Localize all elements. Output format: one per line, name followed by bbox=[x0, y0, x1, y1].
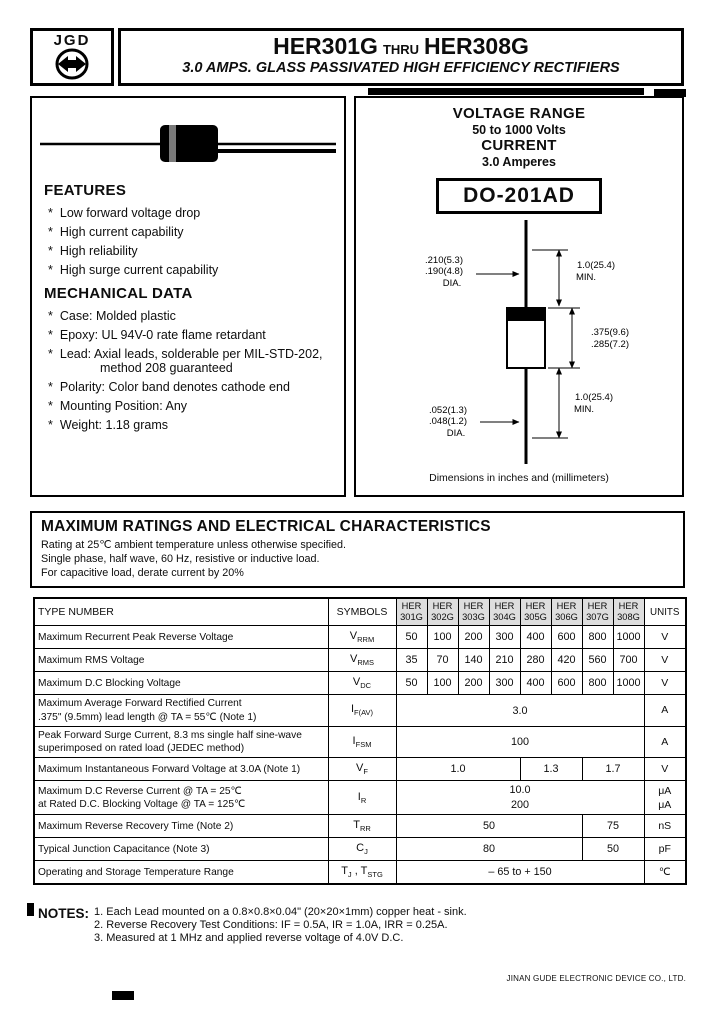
col-header-type-number: TYPE NUMBER bbox=[34, 598, 328, 626]
features-heading: FEATURES bbox=[44, 182, 127, 199]
spec-table-head bbox=[34, 598, 686, 626]
value-cell: 35 bbox=[396, 649, 427, 672]
title-box bbox=[118, 28, 684, 86]
value-cell: 600 bbox=[551, 626, 582, 649]
value-cell: 75 bbox=[582, 815, 644, 838]
table-row bbox=[34, 626, 686, 649]
notes-heading: NOTES: bbox=[38, 906, 90, 921]
dim-lead-dia-label: DIA. bbox=[442, 278, 462, 289]
dim-wire-dia-label: DIA. bbox=[446, 428, 466, 439]
row-symbol: $V_{DC}$ bbox=[328, 672, 396, 695]
value-cell: 50 bbox=[396, 626, 427, 649]
mechanical-list bbox=[44, 309, 334, 432]
dim-lead-dia-b: .190(4.8) bbox=[424, 266, 464, 277]
col-header-units: UNITS bbox=[644, 598, 686, 626]
dim-bottom-lead-min: MIN. bbox=[573, 404, 595, 415]
note-3: 3. Measured at 1 MHz and applied reverse voltage of 4.0V D.C. bbox=[94, 932, 404, 944]
value-cell: 560 bbox=[582, 649, 613, 672]
ratings-section bbox=[30, 511, 685, 588]
value-cell: 1.3 bbox=[520, 758, 582, 781]
units-cell: V bbox=[644, 672, 686, 695]
value-cell: 210 bbox=[489, 649, 520, 672]
package-drawing bbox=[356, 216, 686, 472]
title-part1: HER301G bbox=[273, 33, 378, 59]
ratings-condition-2: Single phase, half wave, 60 Hz, resistive or inductive load. bbox=[41, 553, 320, 565]
mechanical-item: * Lead: Axial leads, solderable per MIL-STD-202, method 208 guaranteed bbox=[48, 347, 334, 375]
value-cell: 800 bbox=[582, 626, 613, 649]
row-label: Maximum Recurrent Peak Reverse Voltage bbox=[34, 626, 328, 649]
notes-section bbox=[38, 906, 467, 945]
value-cell: 1000 bbox=[613, 672, 644, 695]
value-cell: 300 bbox=[489, 672, 520, 695]
value-cell: 3.0 bbox=[396, 695, 644, 727]
dim-body-length-a: .375(9.6) bbox=[590, 327, 630, 338]
value-cell: 700 bbox=[613, 649, 644, 672]
dim-top-lead-min: MIN. bbox=[575, 272, 597, 283]
units-cell: μA μA bbox=[644, 781, 686, 815]
value-cell: 10.0 200 bbox=[396, 781, 644, 815]
dim-wire-dia-a: .052(1.3) bbox=[428, 405, 468, 416]
value-cell: 80 bbox=[396, 838, 582, 861]
mechanical-item-continuation: method 208 guaranteed bbox=[100, 361, 233, 375]
col-header-306g: HER 306G bbox=[551, 598, 582, 626]
row-label: Peak Forward Surge Current, 8.3 ms single half sine-wave superimposed on rated load (JEDEC method) bbox=[34, 726, 328, 758]
row-symbol: $I_{F(AV)}$ bbox=[328, 695, 396, 727]
page-title bbox=[121, 34, 681, 59]
row-label: Maximum Reverse Recovery Time (Note 2) bbox=[34, 815, 328, 838]
value-cell: 200 bbox=[458, 672, 489, 695]
value-cell: 300 bbox=[489, 626, 520, 649]
scan-artifact bbox=[27, 903, 34, 916]
value-cell: 50 bbox=[396, 815, 582, 838]
voltage-range-heading: VOLTAGE RANGE bbox=[452, 105, 586, 122]
row-symbol: $T_{RR}$ bbox=[328, 815, 396, 838]
table-row bbox=[34, 758, 686, 781]
row-symbol: $V_F$ bbox=[328, 758, 396, 781]
row-label: Operating and Storage Temperature Range bbox=[34, 861, 328, 884]
row-label: Maximum D.C Reverse Current @ TA = 25℃ at Rated D.C. Blocking Voltage @ TA = 125℃ bbox=[34, 781, 328, 815]
row-symbol: $V_{RMS}$ bbox=[328, 649, 396, 672]
value-cell: 1.0 bbox=[396, 758, 520, 781]
table-row bbox=[34, 815, 686, 838]
col-header-303g: HER 303G bbox=[458, 598, 489, 626]
value-cell: 400 bbox=[520, 672, 551, 695]
feature-item: * High current capability bbox=[48, 225, 334, 239]
row-label: Maximum D.C Blocking Voltage bbox=[34, 672, 328, 695]
jgd-logo-emblem bbox=[53, 47, 91, 81]
note-2: 2. Reverse Recovery Test Conditions: IF = 0.5A, IR = 1.0A, IRR = 0.25A. bbox=[94, 919, 448, 931]
units-cell: ℃ bbox=[644, 861, 686, 884]
title-part2: HER308G bbox=[424, 33, 529, 59]
mechanical-item: * Mounting Position: Any bbox=[48, 399, 334, 413]
units-cell: V bbox=[644, 626, 686, 649]
mechanical-item: * Polarity: Color band denotes cathode end bbox=[48, 380, 334, 394]
row-symbol: $V_{RRM}$ bbox=[328, 626, 396, 649]
row-symbol: $T_J$ , $T_{STG}$ bbox=[328, 861, 396, 884]
value-cell: 1000 bbox=[613, 626, 644, 649]
feature-item: * High reliability bbox=[48, 244, 334, 258]
ratings-heading: MAXIMUM RATINGS AND ELECTRICAL CHARACTERISTICS bbox=[41, 518, 491, 535]
value-cell: 70 bbox=[427, 649, 458, 672]
row-label: Maximum RMS Voltage bbox=[34, 649, 328, 672]
table-row bbox=[34, 726, 686, 758]
col-header-308g: HER 308G bbox=[613, 598, 644, 626]
value-cell: 50 bbox=[396, 672, 427, 695]
value-cell: 400 bbox=[520, 626, 551, 649]
package-panel bbox=[354, 96, 684, 497]
col-header-307g: HER 307G bbox=[582, 598, 613, 626]
col-header-301g: HER 301G bbox=[396, 598, 427, 626]
row-symbol: $I_R$ bbox=[328, 781, 396, 815]
col-header-305g: HER 305G bbox=[520, 598, 551, 626]
table-row bbox=[34, 672, 686, 695]
notes-body bbox=[94, 906, 467, 945]
value-cell: 200 bbox=[458, 626, 489, 649]
table-row bbox=[34, 781, 686, 815]
units-cell: V bbox=[644, 649, 686, 672]
table-row bbox=[34, 861, 686, 884]
spec-table bbox=[33, 597, 687, 885]
value-cell: 100 bbox=[396, 726, 644, 758]
value-cell: 140 bbox=[458, 649, 489, 672]
units-cell: A bbox=[644, 695, 686, 727]
units-cell: nS bbox=[644, 815, 686, 838]
mechanical-item: * Case: Molded plastic bbox=[48, 309, 334, 323]
scan-artifact bbox=[368, 88, 644, 95]
feature-item: * Low forward voltage drop bbox=[48, 206, 334, 220]
dim-lead-dia-a: .210(5.3) bbox=[424, 255, 464, 266]
row-symbol: $I_{FSM}$ bbox=[328, 726, 396, 758]
units-cell: pF bbox=[644, 838, 686, 861]
value-cell: 280 bbox=[520, 649, 551, 672]
features-list bbox=[44, 206, 334, 277]
table-row bbox=[34, 695, 686, 727]
units-cell: V bbox=[644, 758, 686, 781]
table-row bbox=[34, 649, 686, 672]
jgd-logo-text: JGD bbox=[53, 32, 91, 49]
value-cell: 1.7 bbox=[582, 758, 644, 781]
manufacturer-footer: JINAN GUDE ELECTRONIC DEVICE CO., LTD. bbox=[506, 974, 686, 983]
title-thru: THRU bbox=[382, 42, 420, 57]
value-cell: 100 bbox=[427, 672, 458, 695]
value-cell: 800 bbox=[582, 672, 613, 695]
dim-wire-dia-b: .048(1.2) bbox=[428, 416, 468, 427]
scan-artifact bbox=[112, 991, 134, 1000]
value-cell: 100 bbox=[427, 626, 458, 649]
value-cell: 420 bbox=[551, 649, 582, 672]
value-cell: 50 bbox=[582, 838, 644, 861]
col-header-symbols: SYMBOLS bbox=[328, 598, 396, 626]
col-header-302g: HER 302G bbox=[427, 598, 458, 626]
value-cell: – 65 to + 150 bbox=[396, 861, 644, 884]
row-symbol: $C_J$ bbox=[328, 838, 396, 861]
note-1: 1. Each Lead mounted on a 0.8×0.8×0.04" (20×20×1mm) copper heat - sink. bbox=[94, 906, 467, 918]
voltage-range-value: 50 to 1000 Volts bbox=[472, 123, 566, 137]
col-header-304g: HER 304G bbox=[489, 598, 520, 626]
current-value: 3.0 Amperes bbox=[482, 155, 556, 169]
dim-bottom-lead-length: 1.0(25.4) bbox=[574, 392, 614, 403]
mechanical-heading: MECHANICAL DATA bbox=[44, 285, 193, 302]
spec-table-body bbox=[34, 626, 686, 884]
page-subtitle: 3.0 AMPS. GLASS PASSIVATED HIGH EFFICIENCY RECTIFIERS bbox=[182, 60, 620, 77]
feature-item: * High surge current capability bbox=[48, 263, 334, 277]
current-heading: CURRENT bbox=[481, 137, 557, 154]
features-panel bbox=[30, 96, 346, 497]
header-row bbox=[34, 598, 686, 626]
diode-photo bbox=[40, 118, 336, 172]
jgd-logo bbox=[30, 28, 114, 86]
ratings-condition-3: For capacitive load, derate current by 20% bbox=[41, 567, 244, 579]
mechanical-item: * Weight: 1.18 grams bbox=[48, 418, 334, 432]
dim-body-length-b: .285(7.2) bbox=[590, 339, 630, 350]
mechanical-item: * Epoxy: UL 94V-0 rate flame retardant bbox=[48, 328, 334, 342]
dim-top-lead-length: 1.0(25.4) bbox=[576, 260, 616, 271]
table-row bbox=[34, 838, 686, 861]
row-label: Typical Junction Capacitance (Note 3) bbox=[34, 838, 328, 861]
units-cell: A bbox=[644, 726, 686, 758]
ratings-condition-1: Rating at 25℃ ambient temperature unless otherwise specified. bbox=[41, 539, 347, 551]
row-label: Maximum Average Forward Rectified Current .375" (9.5mm) lead length @ TA = 55℃ (Note 1) bbox=[34, 695, 328, 727]
dimensions-footnote: Dimensions in inches and (millimeters) bbox=[429, 472, 609, 484]
value-cell: 600 bbox=[551, 672, 582, 695]
row-label: Maximum Instantaneous Forward Voltage at 3.0A (Note 1) bbox=[34, 758, 328, 781]
package-name: DO-201AD bbox=[436, 178, 602, 214]
